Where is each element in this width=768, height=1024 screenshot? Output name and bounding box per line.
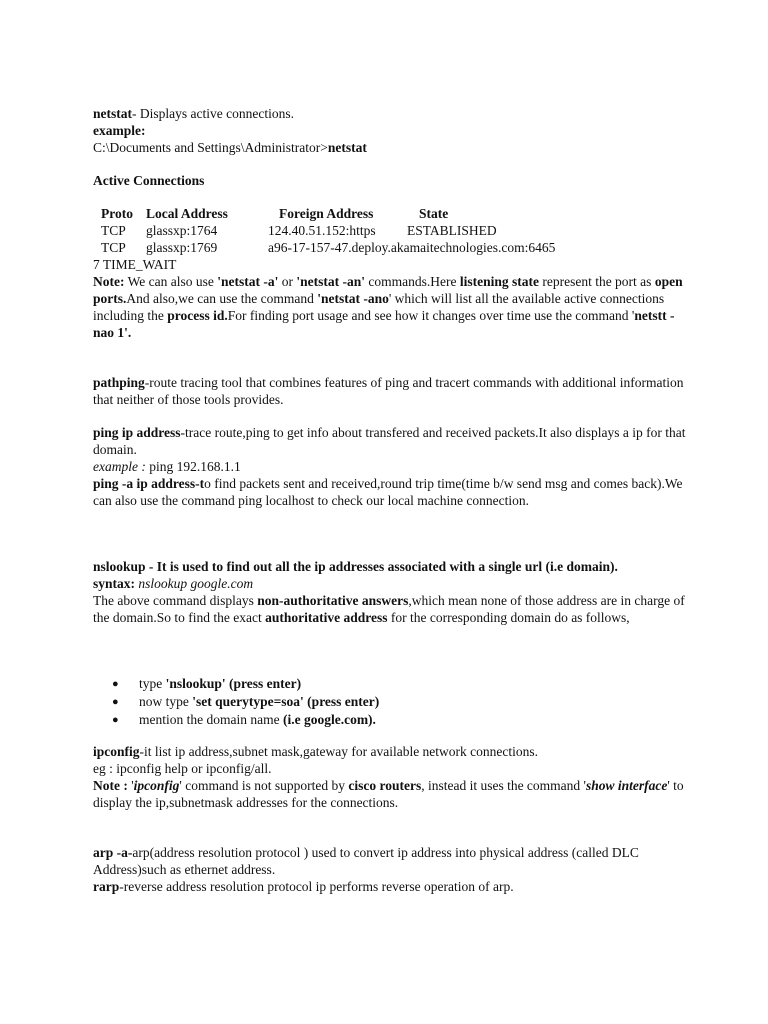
netstat-note: Note: We can also use 'netstat -a' or 'netstat -an' commands.Here listening state represent the port as open ports.And also,we can use the command 'netstat -ano' which will list all the available active connections including the process id.For finding port usage and see how it changes over time use the command 'netstt -nao 1'. bbox=[93, 274, 683, 340]
ping-desc: -trace route,ping to get info about transfered and received packets.It also displays a ip for that domain. bbox=[93, 425, 686, 457]
netstat-prompt: C:\Documents and Settings\Administrator> bbox=[93, 140, 328, 155]
nslookup-steps-list bbox=[112, 675, 672, 729]
active-connections-heading: Active Connections bbox=[93, 173, 205, 188]
cell-proto: TCP bbox=[101, 223, 126, 238]
table-header-row bbox=[93, 205, 693, 222]
pathping-section bbox=[93, 374, 693, 408]
bullet-icon: ● bbox=[112, 678, 119, 690]
bullet-icon: ● bbox=[112, 714, 119, 726]
header-foreign-address: Foreign Address bbox=[279, 206, 374, 221]
arp-cmd: arp -a- bbox=[93, 845, 133, 860]
pathping-desc: -route tracing tool that combines features of ping and tracert commands with additional information that neither of those tools provides. bbox=[93, 375, 684, 407]
connections-table bbox=[93, 205, 693, 273]
table-row bbox=[93, 222, 693, 239]
cell-state: ESTABLISHED bbox=[407, 223, 497, 238]
table-row-wrap bbox=[93, 256, 693, 273]
ping-cmd: ping ip address bbox=[93, 425, 181, 440]
active-connections-heading-block bbox=[93, 172, 693, 189]
netstat-prompt-cmd: netstat bbox=[327, 140, 367, 155]
ping-example: example : ping 192.168.1.1 bbox=[93, 459, 241, 474]
netstat-section bbox=[93, 105, 693, 156]
bullet-icon: ● bbox=[112, 696, 119, 708]
ping-section bbox=[93, 424, 693, 509]
cell-foreign-address: 124.40.51.152:https bbox=[268, 223, 376, 238]
ping-a-desc: o find packets sent and received,round trip time(time b/w send msg and comes back).We can also use the command ping localhost to check our local machine connection. bbox=[93, 476, 683, 508]
arp-desc: arp(address resolution protocol ) used to convert ip address into physical address (called DLC Address)such as ethernet address. bbox=[93, 845, 639, 877]
ipconfig-section bbox=[93, 743, 693, 811]
cell-local-address: glassxp:1769 bbox=[146, 240, 218, 255]
ipconfig-desc: -it list ip address,subnet mask,gateway for available network connections. bbox=[139, 744, 539, 759]
note-label: Note: bbox=[93, 274, 125, 289]
cell-foreign-address: a96-17-157-47.deploy.akamaitechnologies.com:6465 bbox=[268, 240, 556, 255]
netstat-desc: - Displays active connections. bbox=[132, 106, 294, 121]
nslookup-syntax: syntax: nslookup google.com bbox=[93, 576, 254, 591]
header-proto: Proto bbox=[101, 206, 133, 221]
rarp-desc: -reverse address resolution protocol ip performs reverse operation of arp. bbox=[119, 879, 514, 894]
ipconfig-note: Note : 'ipconfig' command is not supported by cisco routers, instead it uses the command 'show interface' to display the ip,subnetmask addresses for the connections. bbox=[93, 778, 684, 810]
nslookup-section bbox=[93, 558, 693, 626]
table-row bbox=[93, 239, 693, 256]
list-item: ● now type 'set querytype=soa' (press enter) bbox=[112, 694, 380, 709]
header-local-address: Local Address bbox=[146, 206, 228, 221]
header-state: State bbox=[419, 206, 449, 221]
ping-a-cmd: ping -a ip address-t bbox=[93, 476, 205, 491]
cell-proto: TCP bbox=[101, 240, 126, 255]
nslookup-heading: nslookup - It is used to find out all the ip addresses associated with a single url (i.e domain). bbox=[93, 559, 618, 574]
ipconfig-eg: eg : ipconfig help or ipconfig/all. bbox=[93, 761, 272, 776]
cell-local-address: glassxp:1764 bbox=[146, 223, 218, 238]
cell-wrap-text: 7 TIME_WAIT bbox=[93, 257, 177, 272]
list-item: ● type 'nslookup' (press enter) bbox=[112, 676, 302, 691]
nslookup-desc: The above command displays non-authoritative answers,which mean none of those address are in charge of the domain.So to find the exact authoritative address for the corresponding domain do as follows, bbox=[93, 593, 685, 625]
netstat-example-label: example: bbox=[93, 123, 146, 138]
netstat-line bbox=[93, 105, 693, 122]
netstat-cmd: netstat bbox=[93, 106, 132, 121]
list-item: ● mention the domain name (i.e google.com). bbox=[112, 712, 376, 727]
ipconfig-cmd: ipconfig bbox=[93, 744, 140, 759]
pathping-cmd: pathping bbox=[93, 375, 145, 390]
rarp-cmd: rarp bbox=[93, 879, 120, 894]
netstat-prompt-line bbox=[93, 139, 693, 156]
arp-section bbox=[93, 844, 693, 895]
